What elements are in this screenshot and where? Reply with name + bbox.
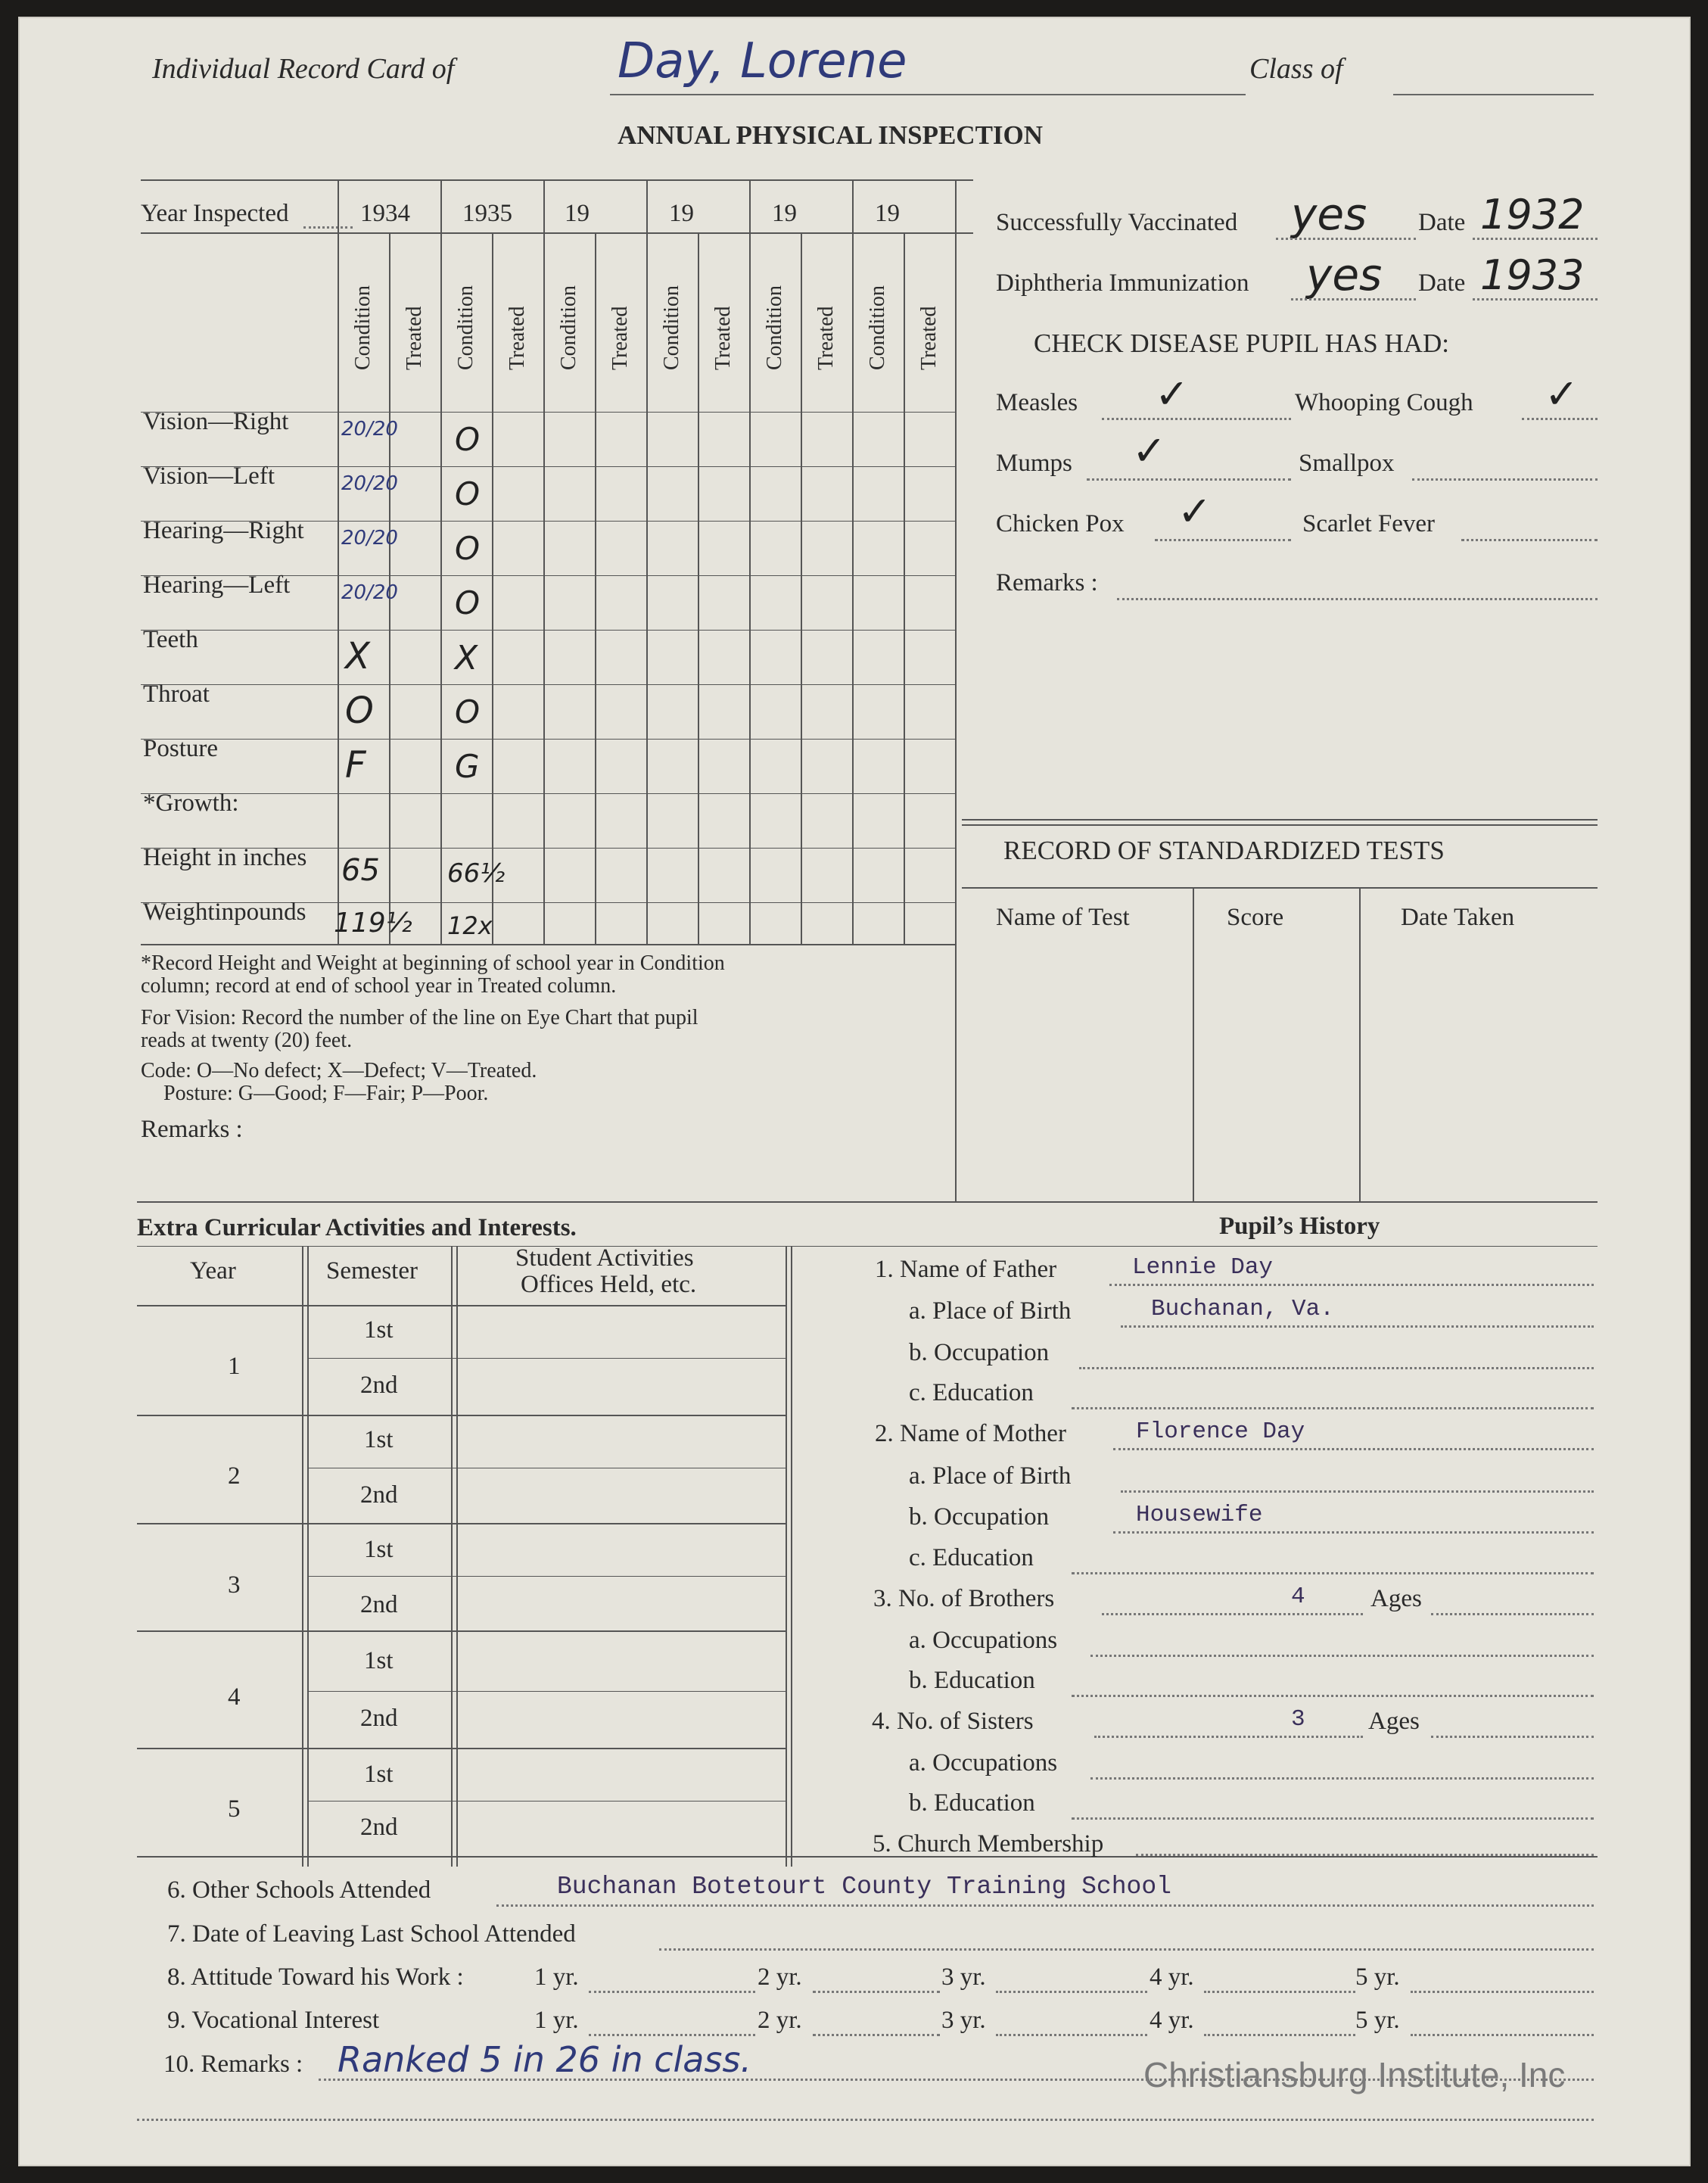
sem-3-2: 2nd [360, 1591, 398, 1618]
row-vision-right: Vision—Right [143, 408, 289, 435]
brothers-ages-label: Ages [1370, 1585, 1422, 1612]
v-teeth-1: X [345, 635, 370, 677]
vaccinated-label: Successfully Vaccinated [996, 209, 1238, 236]
vocational-label: 9. Vocational Interest [167, 2007, 380, 2034]
whooping-label: Whooping Cough [1295, 389, 1473, 416]
history-title: Pupil’s History [1219, 1213, 1380, 1240]
m-occupation-label: b. Occupation [909, 1503, 1050, 1531]
col-condition-6: Condition [866, 285, 889, 370]
whooping-check: ✓ [1545, 370, 1579, 418]
sisters-ages-label: Ages [1368, 1708, 1420, 1735]
row-throat: Throat [143, 680, 210, 708]
col-condition-2: Condition [454, 285, 478, 370]
row-vision-left: Vision—Left [143, 462, 275, 490]
year-2: 1935 [462, 200, 512, 227]
note-2: column; record at end of school year in Treated column. [141, 974, 617, 998]
col-condition-4: Condition [660, 285, 683, 370]
sem-3-1: 1st [364, 1536, 394, 1563]
year-4: 19 [669, 200, 694, 227]
act-col-semester: Semester [326, 1257, 418, 1285]
note-1: *Record Height and Weight at beginning of school year in Condition [141, 951, 725, 975]
diphtheria-date-label: Date [1418, 269, 1466, 297]
note-5: Code: O—No defect; X—Defect; V—Treated. [141, 1059, 537, 1082]
page-title: ANNUAL PHYSICAL INSPECTION [618, 120, 1044, 150]
diphtheria-value: yes [1306, 249, 1383, 301]
year-3: 19 [565, 200, 590, 227]
s-occupations-label: a. Occupations [909, 1749, 1058, 1777]
act-year-3: 3 [228, 1571, 241, 1599]
church-label: 5. Church Membership [873, 1830, 1104, 1858]
note-6: Posture: G—Good; F—Fair; P—Poor. [163, 1082, 489, 1105]
v-throat-1: O [345, 690, 374, 732]
col-treated-6: Treated [917, 306, 941, 370]
mumps-label: Mumps [996, 450, 1072, 477]
attitude-yr4: 4 yr. [1150, 1963, 1194, 1991]
attitude-yr2: 2 yr. [758, 1963, 802, 1991]
vaccinated-value: yes [1291, 188, 1367, 240]
col-condition-5: Condition [763, 285, 786, 370]
col-condition-3: Condition [557, 285, 580, 370]
final-remarks-value: Ranked 5 in 26 in class. [338, 2039, 752, 2080]
v-teeth-2: X [455, 639, 478, 677]
year-1: 1934 [360, 200, 410, 227]
col-treated-4: Treated [711, 306, 735, 370]
attitude-yr1: 1 yr. [534, 1963, 579, 1991]
act-year-1: 1 [228, 1353, 241, 1380]
b-occupations-label: a. Occupations [909, 1627, 1058, 1654]
student-name: Day, Lorene [618, 33, 907, 89]
watermark: Christiansburg Institute, Inc [1143, 2055, 1566, 2094]
v-hearing-left-2: O [455, 584, 481, 621]
b-education-label: b. Education [909, 1667, 1035, 1694]
father-label: 1. Name of Father [875, 1256, 1057, 1283]
v-posture-1: F [345, 744, 366, 786]
tests-col-date: Date Taken [1401, 904, 1515, 931]
mother-value: Florence Day [1136, 1418, 1305, 1445]
sem-1-1: 1st [364, 1316, 394, 1344]
row-posture: Posture [143, 735, 218, 762]
year-inspected-label: Year Inspected [141, 200, 289, 227]
attitude-yr5: 5 yr. [1355, 1963, 1400, 1991]
col-treated-1: Treated [403, 306, 426, 370]
chickenpox-label: Chicken Pox [996, 510, 1125, 537]
measles-check: ✓ [1155, 370, 1190, 418]
v-vision-left-2: O [455, 475, 481, 512]
act-col-year: Year [190, 1257, 236, 1285]
mumps-check: ✓ [1132, 427, 1167, 475]
f-birth-value: Buchanan, Va. [1151, 1296, 1334, 1322]
sem-5-2: 2nd [360, 1814, 398, 1841]
record-card-label: Individual Record Card of [152, 53, 455, 85]
v-hearing-right-2: O [455, 530, 481, 567]
activities-title: Extra Curricular Activities and Interests. [137, 1214, 577, 1241]
mother-label: 2. Name of Mother [875, 1420, 1066, 1447]
diphtheria-label: Diphtheria Immunization [996, 269, 1249, 297]
physical-remarks-label: Remarks : [141, 1116, 243, 1143]
tests-col-score: Score [1227, 904, 1284, 931]
sem-2-1: 1st [364, 1426, 394, 1453]
m-occupation-value: Housewife [1136, 1502, 1263, 1528]
v-weight-2: 12x [447, 911, 493, 940]
act-year-4: 4 [228, 1683, 241, 1711]
act-col-activities-2: Offices Held, etc. [521, 1271, 697, 1298]
final-remarks-label: 10. Remarks : [163, 2051, 303, 2078]
record-card [18, 17, 1691, 2166]
v-hearing-right-1: 20/20 [341, 527, 398, 550]
year-5: 19 [772, 200, 797, 227]
class-label: Class of [1249, 53, 1343, 85]
measles-label: Measles [996, 389, 1078, 416]
other-schools-value: Buchanan Botetourt County Training School [557, 1873, 1171, 1901]
father-value: Lennie Day [1132, 1254, 1274, 1281]
vaccinated-date: 1932 [1480, 191, 1585, 238]
tests-title: RECORD OF STANDARDIZED TESTS [1003, 836, 1445, 865]
act-year-5: 5 [228, 1795, 241, 1823]
row-height: Height in inches [143, 844, 307, 871]
leaving-label: 7. Date of Leaving Last School Attended [167, 1920, 576, 1948]
year-6: 19 [875, 200, 900, 227]
attitude-yr3: 3 yr. [941, 1963, 986, 1991]
f-occupation-label: b. Occupation [909, 1339, 1050, 1366]
row-hearing-right: Hearing—Right [143, 517, 304, 544]
vocational-yr3: 3 yr. [941, 2007, 986, 2034]
scarlet-label: Scarlet Fever [1302, 510, 1436, 537]
diphtheria-date: 1933 [1480, 251, 1585, 299]
v-weight-1: 119½ [334, 908, 412, 939]
sisters-value: 3 [1291, 1706, 1305, 1733]
note-4: reads at twenty (20) feet. [141, 1029, 353, 1052]
sem-4-1: 1st [364, 1647, 394, 1674]
chickenpox-check: ✓ [1178, 487, 1212, 535]
v-posture-2: G [455, 748, 480, 785]
smallpox-label: Smallpox [1299, 450, 1395, 477]
v-height-1: 65 [341, 853, 380, 888]
v-hearing-left-1: 20/20 [341, 581, 398, 604]
m-education-label: c. Education [909, 1544, 1034, 1571]
brothers-label: 3. No. of Brothers [873, 1585, 1055, 1612]
tests-col-name: Name of Test [996, 904, 1130, 931]
other-schools-label: 6. Other Schools Attended [167, 1876, 431, 1904]
vocational-yr4: 4 yr. [1150, 2007, 1194, 2034]
note-3: For Vision: Record the number of the line on Eye Chart that pupil [141, 1006, 698, 1029]
v-vision-left-1: 20/20 [341, 472, 398, 495]
brothers-value: 4 [1291, 1584, 1305, 1610]
f-education-label: c. Education [909, 1379, 1034, 1406]
s-education-label: b. Education [909, 1789, 1035, 1817]
sisters-label: 4. No. of Sisters [872, 1708, 1034, 1735]
v-vision-right-2: O [455, 421, 481, 458]
col-condition-1: Condition [351, 285, 375, 370]
vocational-yr2: 2 yr. [758, 2007, 802, 2034]
col-treated-3: Treated [608, 306, 632, 370]
v-throat-2: O [455, 693, 481, 730]
f-birth-label: a. Place of Birth [909, 1297, 1072, 1325]
sem-4-2: 2nd [360, 1705, 398, 1732]
sem-5-1: 1st [364, 1761, 394, 1788]
vocational-yr5: 5 yr. [1355, 2007, 1400, 2034]
row-weight: Weightinpounds [143, 898, 306, 926]
sem-1-2: 2nd [360, 1372, 398, 1399]
vocational-yr1: 1 yr. [534, 2007, 579, 2034]
row-hearing-left: Hearing—Left [143, 571, 291, 599]
col-treated-2: Treated [506, 306, 529, 370]
disease-remarks-label: Remarks : [996, 569, 1098, 596]
sem-2-2: 2nd [360, 1481, 398, 1509]
act-col-activities-1: Student Activities [515, 1244, 694, 1272]
row-growth: *Growth: [143, 789, 239, 817]
v-vision-right-1: 20/20 [341, 418, 398, 441]
vaccinated-date-label: Date [1418, 209, 1466, 236]
act-year-2: 2 [228, 1462, 241, 1490]
m-birth-label: a. Place of Birth [909, 1462, 1072, 1490]
v-height-2: 66½ [447, 858, 506, 889]
attitude-label: 8. Attitude Toward his Work : [167, 1963, 464, 1991]
disease-title: CHECK DISEASE PUPIL HAS HAD: [1034, 329, 1450, 358]
row-teeth: Teeth [143, 626, 198, 653]
col-treated-5: Treated [814, 306, 838, 370]
